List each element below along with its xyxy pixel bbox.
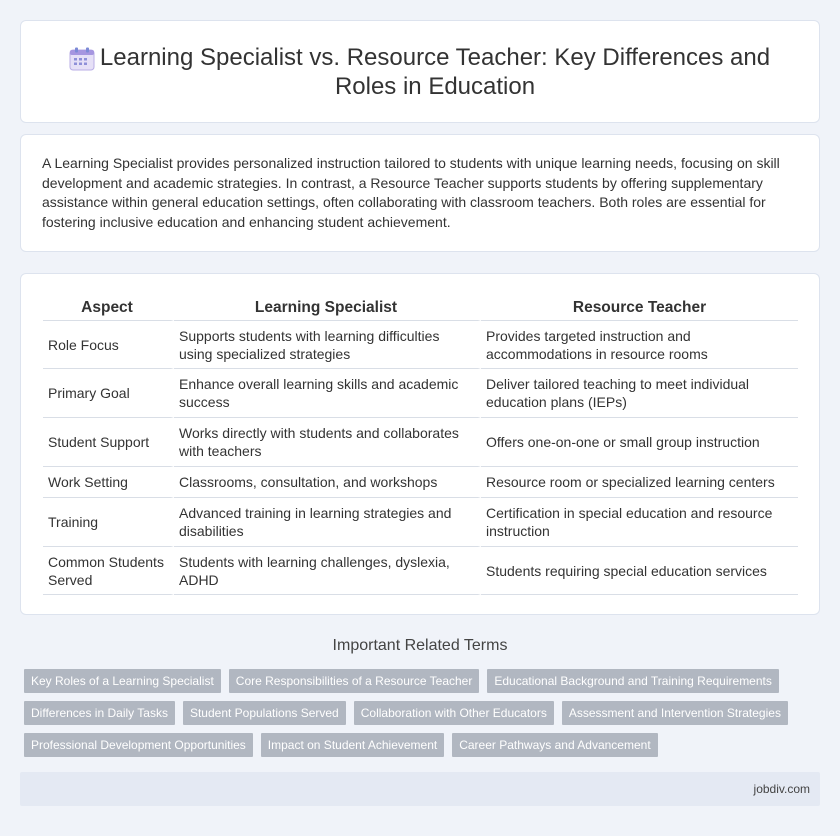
aspect-cell: Student Support xyxy=(43,418,174,467)
learning-specialist-cell: Students with learning challenges, dyslexia, ADHD xyxy=(174,547,481,595)
header-learning-specialist: Learning Specialist xyxy=(174,295,481,321)
related-terms-list xyxy=(24,669,824,765)
resource-teacher-cell: Deliver tailored teaching to meet individual education plans (IEPs) xyxy=(481,369,798,418)
related-term-tag[interactable]: Collaboration with Other Educators xyxy=(354,701,554,725)
related-term-tag[interactable]: Educational Background and Training Requirements xyxy=(487,669,779,693)
related-term-tag[interactable]: Key Roles of a Learning Specialist xyxy=(24,669,221,693)
related-term-tag[interactable]: Impact on Student Achievement xyxy=(261,733,444,757)
page-title: Learning Specialist vs. Resource Teacher: Key Differences and Roles in Education xyxy=(99,43,771,100)
intro-card xyxy=(20,134,820,252)
table-row xyxy=(43,498,798,547)
header-resource-teacher: Resource Teacher xyxy=(481,295,798,321)
header-aspect: Aspect xyxy=(43,295,174,321)
aspect-cell: Role Focus xyxy=(43,321,174,369)
table-row xyxy=(43,321,798,369)
table-row xyxy=(43,547,798,595)
related-terms-heading: Important Related Terms xyxy=(332,637,508,654)
comparison-table xyxy=(43,295,798,595)
related-term-tag[interactable]: Core Responsibilities of a Resource Teacher xyxy=(229,669,480,693)
aspect-cell: Training xyxy=(43,498,174,547)
learning-specialist-cell: Supports students with learning difficulties using specialized strategies xyxy=(174,321,481,369)
aspect-cell: Work Setting xyxy=(43,467,174,498)
learning-specialist-cell: Works directly with students and collaborates with teachers xyxy=(174,418,481,467)
comparison-table-card xyxy=(20,273,820,615)
learning-specialist-cell: Classrooms, consultation, and workshops xyxy=(174,467,481,498)
header-card xyxy=(20,20,820,123)
table-row xyxy=(43,467,798,498)
resource-teacher-cell: Students requiring special education services xyxy=(481,547,798,595)
footer xyxy=(20,772,820,806)
aspect-cell: Primary Goal xyxy=(43,369,174,418)
related-term-tag[interactable]: Professional Development Opportunities xyxy=(24,733,253,757)
intro-paragraph: A Learning Specialist provides personalized instruction tailored to students with unique learning needs, focusing on skill development and academic strategies. In contrast, a Resource Teacher supports students by offering supplementary assistance within general education settings, often collaborating with classroom teachers. Both roles are essential for fostering inclusive education and enhancing student achievement. xyxy=(42,155,780,230)
aspect-cell: Common Students Served xyxy=(43,547,174,595)
learning-specialist-cell: Advanced training in learning strategies and disabilities xyxy=(174,498,481,547)
learning-specialist-cell: Enhance overall learning skills and academic success xyxy=(174,369,481,418)
related-term-tag[interactable]: Differences in Daily Tasks xyxy=(24,701,175,725)
resource-teacher-cell: Resource room or specialized learning centers xyxy=(481,467,798,498)
table-row xyxy=(43,418,798,467)
resource-teacher-cell: Offers one-on-one or small group instruction xyxy=(481,418,798,467)
related-term-tag[interactable]: Student Populations Served xyxy=(183,701,346,725)
table-header-row xyxy=(43,295,798,321)
resource-teacher-cell: Provides targeted instruction and accommodations in resource rooms xyxy=(481,321,798,369)
related-term-tag[interactable]: Assessment and Intervention Strategies xyxy=(562,701,788,725)
table-row xyxy=(43,369,798,418)
related-term-tag[interactable]: Career Pathways and Advancement xyxy=(452,733,657,757)
resource-teacher-cell: Certification in special education and resource instruction xyxy=(481,498,798,547)
footer-site-link[interactable]: jobdiv.com xyxy=(753,782,810,796)
